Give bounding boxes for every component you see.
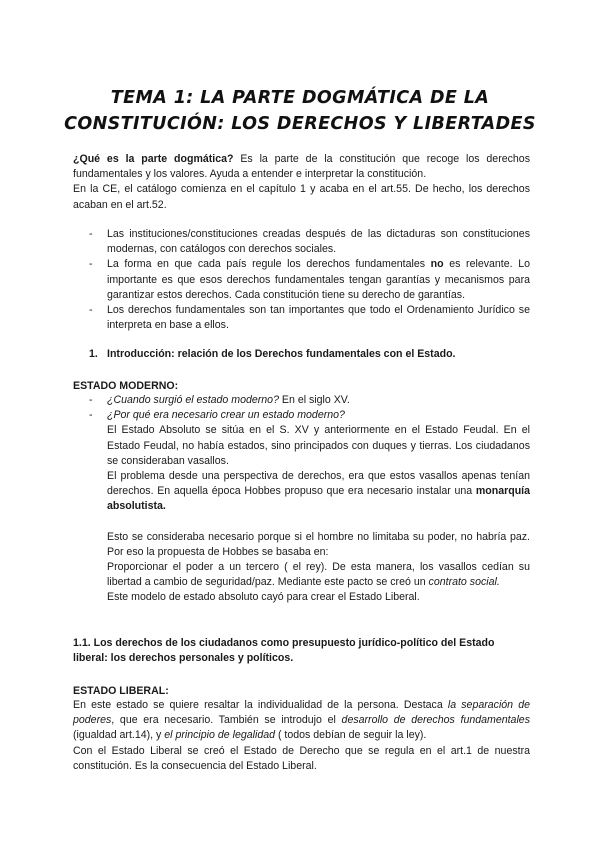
question-2: ¿Por qué era necesario crear un estado moderno?: [107, 409, 345, 422]
estado-derecho-paragraph: Con el Estado Liberal se creó el Estado de Derecho que se regula en el art.1 de nuestra constitución. Es la consecuencia del Estado Liberal.: [73, 744, 530, 772]
document-title: [60, 85, 540, 137]
dash-marker: -: [89, 304, 93, 317]
spacer: [107, 515, 530, 530]
bullet-text-b: es relevante. Lo importante es que esos derechos fundamentales tengan garantías y mecanismos para garantizar estos derechos. Cada constitución tiene su derecho de garantías.: [107, 258, 530, 301]
title-line-2: CONSTITUCIÓN: LOS DERECHOS Y LIBERTADES: [64, 114, 536, 134]
intro-answer: Es la parte de la constitución que recoge los derechos fundamentales y los valores. Ayuda a entender e interpretar la constitución.: [73, 153, 530, 181]
section-1-1-heading: 1.1. Los derechos de los ciudadanos como presupuesto jurídico-político del Estado liberal: los derechos personales y políticos.: [73, 637, 495, 665]
intro-line-2: En la CE, el catálogo comienza en el capítulo 1 y acaba en el art.55. De hecho, los derechos acaban en el art.52.: [73, 183, 530, 211]
dash-marker: -: [89, 409, 93, 422]
dash-marker: -: [89, 228, 93, 240]
dash-marker: -: [89, 394, 93, 406]
paragraph-tercero: [107, 560, 530, 590]
section-label: Introducción: relación de los Derechos fundamentales con el Estado.: [107, 348, 456, 360]
separacion-poderes: la separación de poderes: [73, 699, 530, 727]
list-item: [73, 303, 530, 333]
bullet-text-a: La forma en que cada país regule los derechos fundamentales: [107, 258, 431, 271]
estado-moderno-list: [73, 393, 530, 606]
paragraph-problema: [107, 469, 530, 515]
bullet-list-1: [73, 227, 530, 333]
list-item: [73, 408, 530, 605]
paragraph-estado-absoluto: El Estado Absoluto se sitúa en el S. XV y anteriormente en el Estado Feudal. En el Estado Feudal, no había estados, sino principados con duques y tierras. Los ciudadanos se consideraban vasallos.: [107, 424, 530, 467]
section-number: 1.: [89, 348, 98, 360]
estado-liberal-paragraph: [73, 698, 530, 774]
monarquia-absolutista: monarquía absolutista.: [107, 485, 530, 513]
paragraph-hobbes: Esto se consideraba necesario porque si el hombre no limitaba su poder, no habría paz. Por eso la propuesta de Hobbes se basaba en:: [107, 530, 530, 558]
paragraph-tercero-text: Proporcionar el poder a un tercero ( el rey). De esta manera, los vasallos cedían su libertad a cambio de seguridad/paz. Mediante este pacto se creó un: [107, 561, 530, 589]
liberal-text-g: ( todos debían de seguir la ley).: [275, 729, 427, 742]
list-item: [73, 257, 530, 303]
bullet-text: Las instituciones/constituciones creadas después de las dictaduras son constituciones modernas, con catálogos con derechos sociales.: [107, 228, 530, 256]
bullet-text: Los derechos fundamentales son tan importantes que todo el Ordenamiento Jurídico se interpreta en base a ellos.: [107, 304, 530, 332]
principio-legalidad: el principio de legalidad: [164, 729, 276, 742]
paragraph-problema-text: El problema desde una perspectiva de derechos, era que estos vasallos apenas tenían derechos. En aquella época Hobbes propuso que era necesario instalar una: [107, 470, 530, 498]
paragraph-cayo: Este modelo de estado absoluto cayó para crear el Estado Liberal.: [107, 591, 420, 604]
contrato-social: contrato social.: [428, 576, 500, 589]
liberal-text-c: , que era necesario. También se introdujo el: [111, 714, 342, 727]
section-1-heading: [89, 347, 530, 362]
list-item: [73, 227, 530, 257]
desarrollo-derechos: desarrollo de derechos fundamentales: [341, 714, 530, 727]
intro-paragraph: [73, 152, 530, 213]
list-item: [73, 393, 530, 408]
estado-moderno-heading: ESTADO MODERNO:: [73, 380, 179, 392]
liberal-text-e: (igualdad art.14), y: [73, 729, 165, 742]
title-line-1: TEMA 1: LA PARTE DOGMÁTICA DE LA: [110, 88, 490, 108]
dash-marker: -: [89, 258, 93, 271]
liberal-text-a: En este estado se quiere resaltar la individualidad de la persona. Destaca: [73, 699, 448, 711]
bullet-emphasis-no: no: [430, 258, 444, 271]
intro-question: ¿Qué es la parte dogmática?: [73, 153, 234, 165]
answer-1: En el siglo XV.: [278, 394, 350, 406]
question-1: ¿Cuando surgió el estado moderno?: [107, 394, 279, 406]
estado-liberal-heading: ESTADO LIBERAL:: [73, 685, 169, 697]
